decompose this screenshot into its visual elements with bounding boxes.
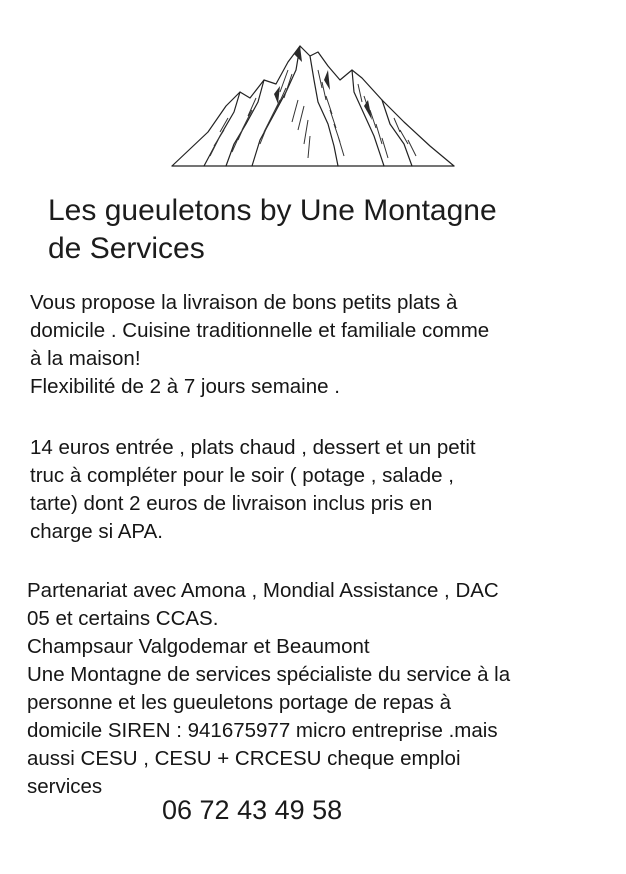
- title-line-1: Les gueuletons by Une Montagne: [48, 194, 497, 227]
- intro-paragraph: [30, 289, 605, 401]
- offer-line: tarte) dont 2 euros de livraison inclus pris en: [30, 492, 433, 515]
- partners-paragraph: [27, 577, 612, 801]
- offer-line: 14 euros entrée , plats chaud , dessert et un petit: [30, 436, 476, 459]
- phone-number: 06 72 43 49 58: [162, 795, 343, 825]
- partners-line: 05 et certains CCAS.: [27, 607, 219, 630]
- offer-paragraph: [30, 434, 590, 546]
- intro-line: à la maison!: [30, 347, 141, 370]
- partners-line: services: [27, 775, 103, 798]
- offer-line: truc à compléter pour le soir ( potage , salade ,: [30, 464, 454, 487]
- partners-line: domicile SIREN : 941675977 micro entreprise .mais: [27, 719, 498, 742]
- mountain-logo-icon: [168, 40, 458, 175]
- page-title: [48, 192, 608, 268]
- partners-line: Une Montagne de services spécialiste du service à la: [27, 663, 511, 686]
- offer-line: charge si APA.: [30, 520, 163, 543]
- partners-line: aussi CESU , CESU + CRCESU cheque emploi: [27, 747, 461, 770]
- partners-line: personne et les gueuletons portage de repas à: [27, 691, 451, 714]
- intro-line: domicile . Cuisine traditionnelle et familiale comme: [30, 319, 490, 342]
- title-line-2: de Services: [48, 232, 205, 265]
- partners-line: Partenariat avec Amona , Mondial Assistance , DAC: [27, 579, 499, 602]
- intro-line: Vous propose la livraison de bons petits plats à: [30, 291, 458, 314]
- intro-line: Flexibilité de 2 à 7 jours semaine .: [30, 375, 340, 398]
- partners-line: Champsaur Valgodemar et Beaumont: [27, 635, 370, 658]
